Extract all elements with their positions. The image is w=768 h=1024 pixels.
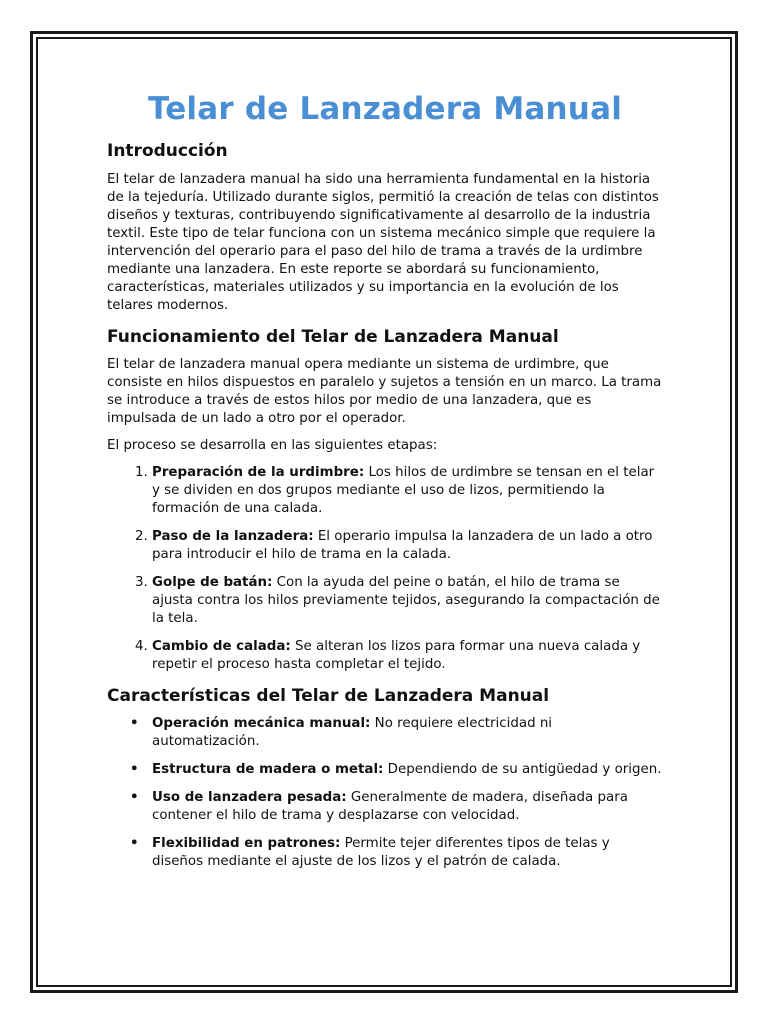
list-item bbox=[152, 464, 663, 518]
section-heading-introduccion: Introducción bbox=[107, 141, 228, 161]
list-item bbox=[152, 638, 663, 674]
process-steps-list bbox=[107, 464, 663, 674]
document-title: Telar de Lanzadera Manual bbox=[147, 91, 623, 127]
list-item bbox=[152, 835, 663, 871]
list-item bbox=[152, 761, 663, 779]
list-item bbox=[152, 789, 663, 825]
document-body bbox=[107, 88, 663, 881]
section-heading-funcionamiento: Funcionamiento del Telar de Lanzadera Manual bbox=[107, 327, 559, 347]
item-text: Dependiendo de su antigüedad y origen. bbox=[383, 762, 662, 777]
step-text: El operario impulsa la lanzadera de un lado a otro para introducir el hilo de trama en la calada. bbox=[152, 529, 653, 562]
step-text: Los hilos de urdimbre se tensan en el telar y se dividen en dos grupos mediante el uso de lizos, permitiendo la formación de una calada. bbox=[152, 465, 655, 516]
section-heading-caracteristicas: Características del Telar de Lanzadera Manual bbox=[107, 686, 550, 706]
funcionamiento-paragraph-2: El proceso se desarrolla en las siguientes etapas: bbox=[107, 438, 438, 453]
funcionamiento-paragraph-1: El telar de lanzadera manual opera mediante un sistema de urdimbre, que consiste en hilos dispuestos en paralelo y sujetos a tensión en un marco. La trama se introduce a través de estos hilos por medio de una lanzadera, que es impulsada de un lado a otro por el operador. bbox=[107, 357, 662, 426]
step-text: Con la ayuda del peine o batán, el hilo de trama se ajusta contra los hilos previamente tejidos, asegurando la compactación de la tela. bbox=[152, 575, 660, 626]
list-item bbox=[152, 574, 663, 628]
item-text: Generalmente de madera, diseñada para contener el hilo de trama y desplazarse con velocidad. bbox=[152, 790, 628, 823]
step-term: Cambio de calada: bbox=[152, 639, 291, 654]
step-text: Se alteran los lizos para formar una nueva calada y repetir el proceso hasta completar el tejido. bbox=[152, 639, 641, 672]
step-term: Preparación de la urdimbre: bbox=[152, 465, 365, 480]
intro-paragraph: El telar de lanzadera manual ha sido una herramienta fundamental en la historia de la tejeduría. Utilizado durante siglos, permitió la creación de telas con distintos diseños y texturas, contribuyendo significativamente al desarrollo de la industria textil. Este tipo de telar funciona con un sistema mecánico simple que requiere la intervención del operario para el paso del hilo de trama a través de la urdimbre mediante una lanzadera. En este reporte se abordará su funcionamiento, características, materiales utilizados y su importancia en la evolución de los telares modernos. bbox=[107, 172, 659, 313]
step-term: Paso de la lanzadera: bbox=[152, 529, 314, 544]
item-term: Operación mecánica manual: bbox=[152, 716, 371, 731]
item-text: Permite tejer diferentes tipos de telas y diseños mediante el ajuste de los lizos y el patrón de calada. bbox=[152, 836, 610, 869]
item-term: Uso de lanzadera pesada: bbox=[152, 790, 347, 805]
item-text: No requiere electricidad ni automatización. bbox=[152, 716, 553, 749]
step-term: Golpe de batán: bbox=[152, 575, 273, 590]
characteristics-list bbox=[107, 715, 663, 871]
list-item bbox=[152, 715, 663, 751]
list-item bbox=[152, 528, 663, 564]
item-term: Flexibilidad en patrones: bbox=[152, 836, 341, 851]
item-term: Estructura de madera o metal: bbox=[152, 762, 384, 777]
